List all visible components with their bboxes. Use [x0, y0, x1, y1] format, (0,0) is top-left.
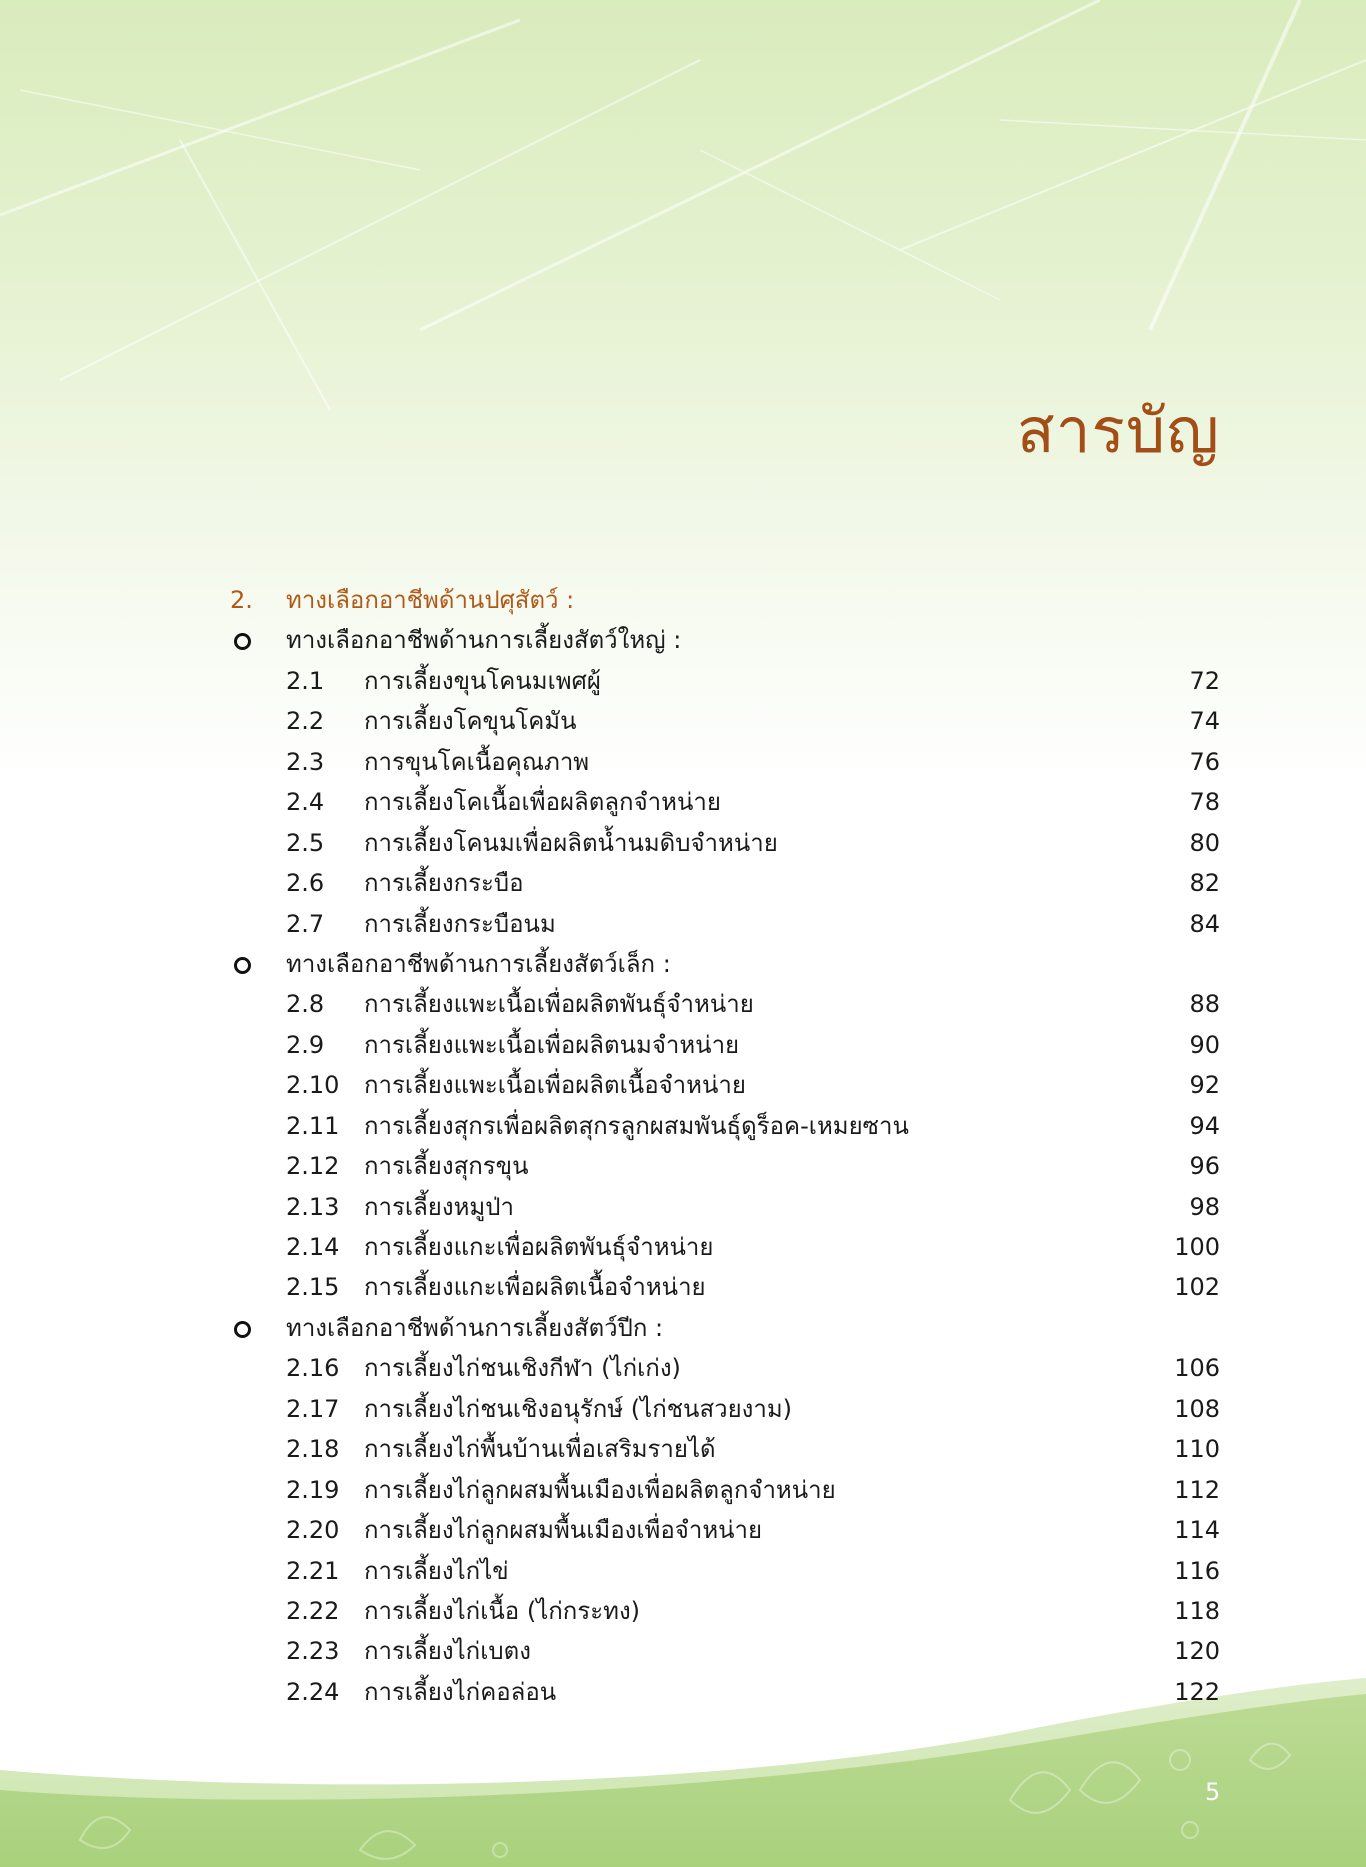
entry-number: 2.12 [286, 1152, 340, 1181]
toc-entry[interactable] [230, 661, 1220, 701]
entry-title: การเลี้ยงสุกรเพื่อผลิตสุกรลูกผสมพันธุ์ดูร็อค-เหมยซาน [364, 1111, 909, 1140]
entry-page-number: 78 [1189, 788, 1220, 817]
entry-number: 2.13 [286, 1192, 340, 1221]
entry-number: 2.3 [286, 747, 325, 776]
toc-section-heading [230, 580, 1220, 620]
entry-title: การเลี้ยงไก่ไข่ [364, 1556, 509, 1585]
toc-entry[interactable] [230, 1187, 1220, 1227]
entry-number: 2.8 [286, 990, 325, 1019]
entry-title: การเลี้ยงไก่คอล่อน [364, 1677, 557, 1706]
entry-page-number: 74 [1189, 707, 1220, 736]
toc-entry[interactable] [230, 823, 1220, 863]
entry-number: 2.11 [286, 1111, 340, 1140]
entry-page-number: 120 [1174, 1637, 1220, 1666]
entry-number: 2.16 [286, 1354, 340, 1383]
entry-number: 2.22 [286, 1596, 340, 1625]
circle-bullet-icon [234, 957, 251, 974]
entry-title: การเลี้ยงหมูป่า [364, 1192, 514, 1221]
toc-entry[interactable] [230, 863, 1220, 903]
entry-title: การเลี้ยงโคขุนโคมัน [364, 707, 577, 736]
entry-number: 2.18 [286, 1435, 340, 1464]
entry-page-number: 82 [1189, 869, 1220, 898]
entry-number: 2.23 [286, 1637, 340, 1666]
entry-number: 2.20 [286, 1516, 340, 1545]
entry-number: 2.2 [286, 707, 325, 736]
toc-entry[interactable] [230, 1065, 1220, 1105]
toc-group-heading [230, 1308, 1220, 1348]
entry-title: การเลี้ยงไก่พื้นบ้านเพื่อเสริมรายได้ [364, 1435, 716, 1464]
entry-page-number: 88 [1189, 990, 1220, 1019]
entry-number: 2.17 [286, 1394, 340, 1423]
entry-page-number: 72 [1189, 666, 1220, 695]
toc-entry[interactable] [230, 984, 1220, 1024]
entry-title: การเลี้ยงโคเนื้อเพื่อผลิตลูกจำหน่าย [364, 788, 721, 817]
entry-number: 2.21 [286, 1556, 340, 1585]
toc-entry[interactable] [230, 1429, 1220, 1469]
entry-page-number: 116 [1174, 1556, 1220, 1585]
page-title: สารบัญ [1016, 394, 1220, 467]
entry-page-number: 80 [1189, 828, 1220, 857]
entry-page-number: 112 [1174, 1475, 1220, 1504]
entry-page-number: 110 [1174, 1435, 1220, 1464]
entry-title: การเลี้ยงไก่ลูกผสมพื้นเมืองเพื่อจำหน่าย [364, 1516, 763, 1545]
toc-entry[interactable] [230, 1146, 1220, 1186]
toc-entry[interactable] [230, 1631, 1220, 1671]
entry-title: การเลี้ยงขุนโคนมเพศผู้ [364, 666, 601, 695]
group-title: ทางเลือกอาชีพด้านการเลี้ยงสัตว์ปีก : [286, 1313, 664, 1342]
entry-title: การเลี้ยงแพะเนื้อเพื่อผลิตนมจำหน่าย [364, 1030, 740, 1059]
toc-entry[interactable] [230, 1389, 1220, 1429]
entry-title: การเลี้ยงแพะเนื้อเพื่อผลิตพันธุ์จำหน่าย [364, 990, 754, 1019]
entry-page-number: 100 [1174, 1233, 1220, 1261]
toc-entry[interactable] [230, 1470, 1220, 1510]
entry-title: การเลี้ยงไก่ชนเชิงกีฬา (ไก่เก่ง) [364, 1354, 681, 1383]
entry-title: การเลี้ยงแพะเนื้อเพื่อผลิตเนื้อจำหน่าย [364, 1071, 746, 1100]
entry-title: การเลี้ยงแกะเพื่อผลิตเนื้อจำหน่าย [364, 1273, 706, 1302]
group-title: ทางเลือกอาชีพด้านการเลี้ยงสัตว์เล็ก : [286, 949, 671, 978]
entry-number: 2.7 [286, 909, 325, 938]
entry-page-number: 118 [1174, 1596, 1220, 1625]
entry-page-number: 96 [1189, 1152, 1220, 1181]
page-number: 5 [1205, 1778, 1221, 1806]
entry-title: การเลี้ยงไก่ชนเชิงอนุรักษ์ (ไก่ชนสวยงาม) [364, 1394, 793, 1423]
entry-number: 2.6 [286, 869, 325, 898]
entry-title: การเลี้ยงแกะเพื่อผลิตพันธุ์จำหน่าย [364, 1233, 714, 1261]
toc-entry[interactable] [230, 1551, 1220, 1591]
entry-number: 2.19 [286, 1475, 340, 1504]
entry-number: 2.14 [286, 1233, 340, 1261]
entry-title: การเลี้ยงกระบือนม [364, 909, 556, 938]
toc-entry[interactable] [230, 742, 1220, 782]
toc-entry[interactable] [230, 1227, 1220, 1267]
section-number: 2. [230, 586, 253, 614]
entry-number: 2.4 [286, 788, 325, 817]
entry-page-number: 106 [1174, 1354, 1220, 1383]
toc-group-heading [230, 620, 1220, 660]
entry-page-number: 94 [1189, 1111, 1220, 1140]
toc-group-heading [230, 944, 1220, 984]
entry-title: การเลี้ยงสุกรขุน [364, 1152, 529, 1181]
entry-title: การเลี้ยงโคนมเพื่อผลิตน้ำนมดิบจำหน่าย [364, 828, 778, 857]
entry-page-number: 114 [1174, 1516, 1220, 1545]
entry-page-number: 92 [1189, 1071, 1220, 1100]
toc-entry[interactable] [230, 1672, 1220, 1712]
entry-page-number: 102 [1174, 1273, 1220, 1302]
group-title: ทางเลือกอาชีพด้านการเลี้ยงสัตว์ใหญ่ : [286, 626, 682, 655]
toc-entry[interactable] [230, 904, 1220, 944]
entry-number: 2.5 [286, 828, 325, 857]
toc-entry[interactable] [230, 701, 1220, 741]
entry-page-number: 90 [1189, 1030, 1220, 1059]
entry-title: การเลี้ยงไก่เบตง [364, 1637, 531, 1666]
entry-number: 2.24 [286, 1677, 340, 1706]
toc-entry[interactable] [230, 1348, 1220, 1388]
toc-entry[interactable] [230, 1591, 1220, 1631]
entry-title: การขุนโคเนื้อคุณภาพ [364, 747, 590, 776]
circle-bullet-icon [234, 633, 251, 650]
table-of-contents [230, 580, 1220, 1712]
toc-entry[interactable] [230, 1106, 1220, 1146]
toc-entry[interactable] [230, 1025, 1220, 1065]
toc-entry[interactable] [230, 1510, 1220, 1550]
toc-entry[interactable] [230, 782, 1220, 822]
entry-number: 2.1 [286, 666, 325, 695]
entry-number: 2.10 [286, 1071, 340, 1100]
entry-title: การเลี้ยงไก่ลูกผสมพื้นเมืองเพื่อผลิตลูกจำหน่าย [364, 1475, 836, 1504]
entry-page-number: 84 [1189, 909, 1220, 938]
entry-title: การเลี้ยงกระบือ [364, 869, 524, 898]
circle-bullet-icon [234, 1321, 251, 1338]
entry-page-number: 76 [1189, 747, 1220, 776]
entry-page-number: 108 [1174, 1394, 1220, 1423]
entry-page-number: 98 [1189, 1192, 1220, 1221]
entry-page-number: 122 [1174, 1677, 1220, 1706]
toc-entry[interactable] [230, 1267, 1220, 1307]
section-title: ทางเลือกอาชีพด้านปศุสัตว์ : [286, 586, 575, 614]
entry-title: การเลี้ยงไก่เนื้อ (ไก่กระทง) [364, 1596, 641, 1625]
entry-number: 2.9 [286, 1030, 325, 1059]
entry-number: 2.15 [286, 1273, 340, 1302]
